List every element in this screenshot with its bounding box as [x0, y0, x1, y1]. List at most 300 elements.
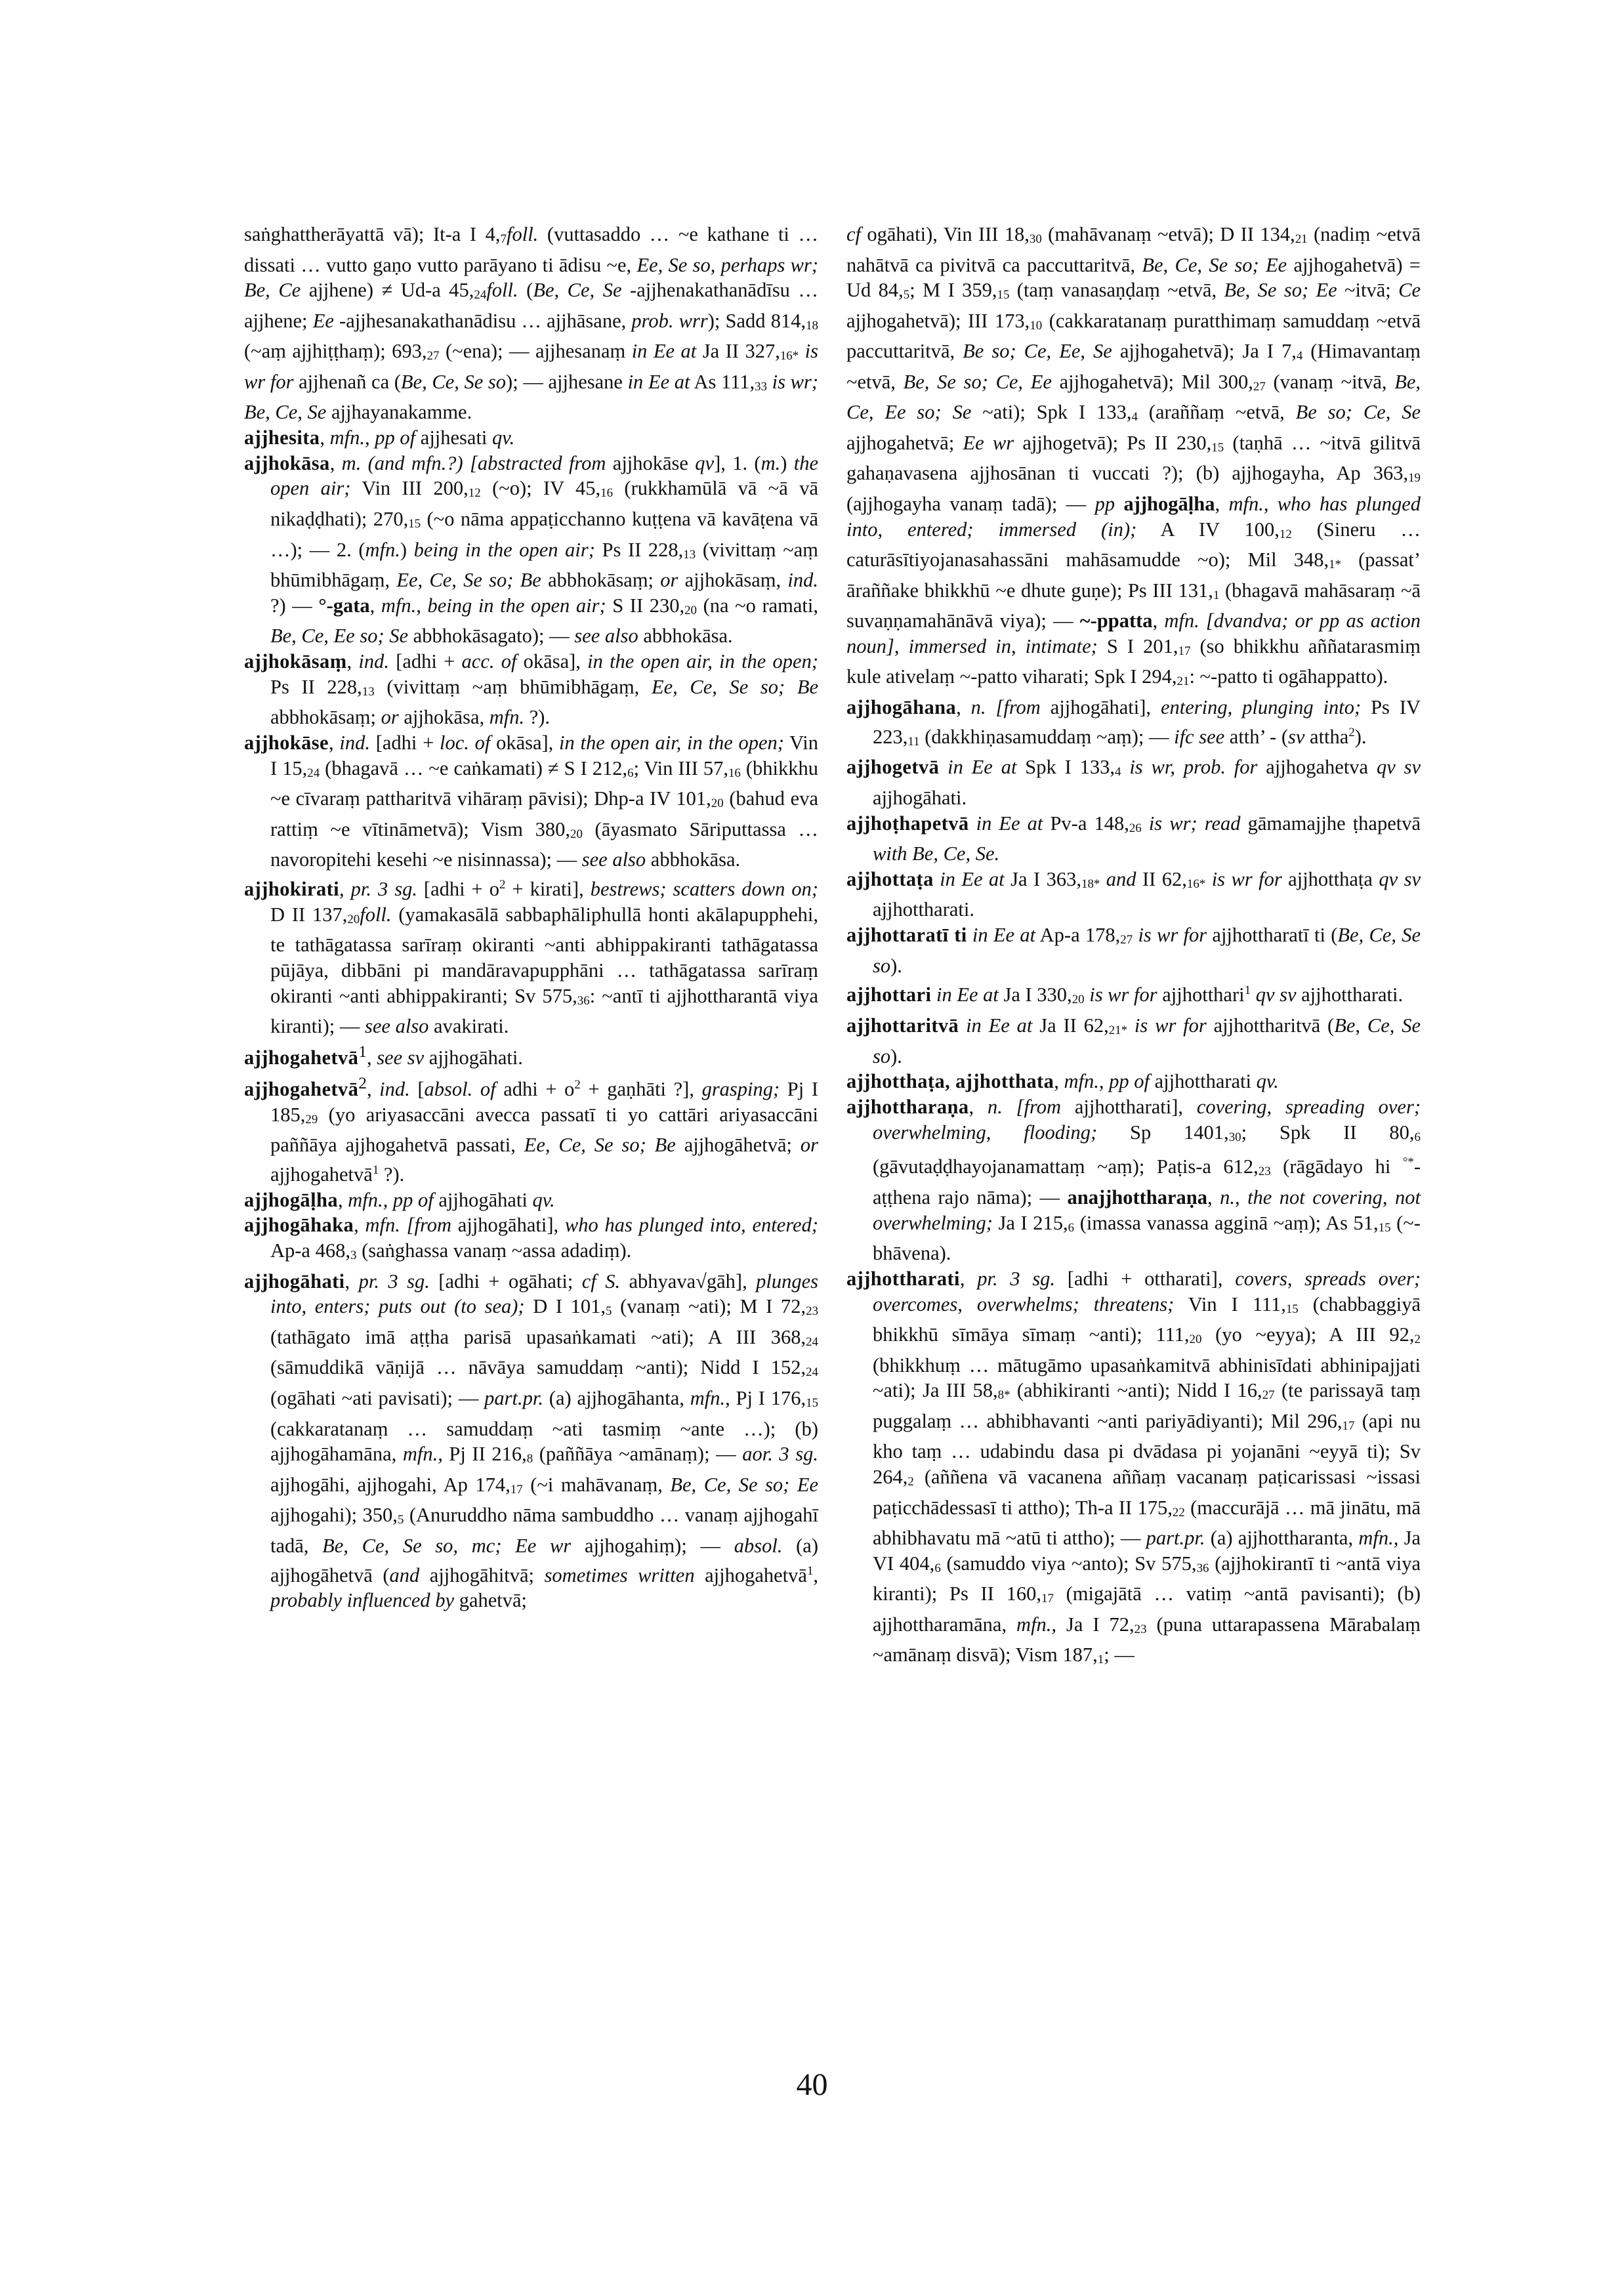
entry-headword: ajjhogahetvā: [244, 1046, 359, 1069]
entry-text: bestrews; scatters down on;: [590, 878, 819, 901]
entry-text: 4: [1131, 410, 1138, 424]
dictionary-entry-ajjhottarati-ti: [846, 922, 1421, 978]
entry-text: [967, 924, 972, 946]
entry-text: 30: [1228, 1130, 1241, 1144]
headword-homonym-number: 2: [358, 1073, 367, 1092]
entry-text: 24: [474, 288, 487, 302]
entry-text: 27: [1120, 932, 1133, 947]
entry-text: gahetvā;: [454, 1589, 528, 1612]
entry-text: ajjhogahetvā: [270, 1163, 373, 1186]
entry-text: Spk I 133,: [1016, 756, 1115, 779]
entry-text: is wr for: [1133, 924, 1207, 947]
entry-text: abbhokāsa.: [646, 848, 741, 871]
entry-text: (araññaṃ ~etvā,: [1137, 401, 1296, 424]
dictionary-entry-ajjhogetva: [846, 755, 1421, 810]
entry-text: 8: [526, 1452, 533, 1466]
entry-text: sometimes written: [544, 1563, 695, 1586]
entry-text: [adhi + ottharati],: [1055, 1267, 1236, 1290]
entry-text: mfn.,: [1358, 1527, 1399, 1550]
dictionary-entry-ajjhokirati: [244, 873, 818, 1039]
entry-text: ajjhogahetva: [1257, 756, 1377, 779]
entry-text: in Ee at: [627, 370, 690, 393]
entry-text: (Anuruddho nāma sambuddho … vanaṃ ajjhogahī tadā,: [270, 1504, 818, 1557]
entry-text: cf S.: [581, 1270, 621, 1292]
entry-text: covers, spreads over; overcomes, overwhelms; threatens;: [873, 1267, 1421, 1315]
entry-text: qv sv: [1379, 867, 1421, 890]
entry-text: + gaṇhāti ?],: [580, 1077, 702, 1100]
entry-text: ifc see: [1174, 725, 1225, 748]
entry-text: [adhi + o: [417, 878, 499, 901]
entry-text: (yo ariyasaccāni avecca passatī ti yo cattāri ariyasaccāni paññāya ajjhogahetvā passati,: [270, 1103, 818, 1157]
entry-text: attha: [1304, 725, 1349, 748]
entry-text: in Ee at: [940, 867, 1005, 890]
entry-text: mfn.,: [402, 1443, 443, 1466]
entry-text: qv.: [1256, 1070, 1279, 1093]
entry-text: (nadiṃ ~etvā nahātvā ca pivitvā ca paccuttaritvā,: [846, 223, 1421, 276]
entry-text: part.pr.: [1146, 1527, 1205, 1550]
entry-text: 24: [806, 1334, 818, 1349]
entry-text: (so bhikkhu aññatarasmiṃ kule ativelaṃ ~-patto viharati; Spk I 294,: [846, 634, 1421, 688]
entry-text: (bahud eva rattiṃ ~e vītināmetvā); Vism 380,: [270, 787, 818, 840]
entry-text: 23: [806, 1304, 819, 1319]
entry-headword: ajjhokāse: [244, 731, 329, 754]
entry-headword: ajjhogāhana: [846, 696, 957, 719]
entry-text: Ee, Ce, Se so; Be: [651, 675, 818, 698]
entry-text: (ogāhati ~ati pavisati); —: [270, 1387, 485, 1410]
entry-text: Vin I 111,: [1174, 1292, 1286, 1315]
entry-text: 17: [510, 1482, 523, 1497]
entry-text: ,: [354, 1214, 365, 1237]
entry-text: ajjhogahiṃ); —: [571, 1534, 734, 1557]
entry-text: ajjhogāhitvā;: [419, 1563, 545, 1586]
entry-text: Ap-a 468,: [270, 1239, 350, 1262]
dictionary-entry-ajjhottata: [846, 867, 1421, 922]
entry-text: ajjhogahetvā: [694, 1563, 807, 1586]
entry-text: ).: [890, 1044, 902, 1067]
entry-text: 18: [806, 318, 818, 333]
entry-text: adhi + o: [495, 1077, 575, 1100]
entry-text: ajjhottharati.: [1296, 983, 1404, 1006]
entry-text: (a) ajjhottharanta,: [1205, 1527, 1359, 1550]
headword-homonym-number: 1: [358, 1042, 367, 1061]
entry-text: ~-ppatta: [1079, 610, 1153, 632]
entry-text: entering, plunging into;: [1160, 696, 1362, 719]
entry-text: ogāhati), Vin III 18,: [861, 223, 1030, 245]
entry-text: ajjhogetvā); Ps II 230,: [1014, 431, 1212, 454]
entry-text: 2: [499, 877, 506, 892]
entry-text: (passat’ āraññake bhikkhū ~e dhute guṇe); Ps III 131,: [846, 548, 1421, 602]
entry-text: the open air;: [270, 451, 818, 500]
entry-text: ,: [320, 426, 330, 449]
entry-text: 12: [468, 486, 481, 501]
entry-text: S I 201,: [1097, 634, 1178, 657]
entry-text: 17: [1342, 1418, 1355, 1433]
entry-text: (te parissayā taṃ puggalaṃ … abhibhavanti ~anti pariyādiyanti); Mil 296,: [873, 1379, 1421, 1432]
entry-text: Ee, Ce, Se so; Be: [524, 1134, 676, 1157]
entry-text: Ja I 215,: [992, 1211, 1068, 1234]
entry-text: abhyava√gāh],: [620, 1270, 757, 1292]
entry-text: mfn., who has plunged into, entered; immersed (in);: [846, 492, 1421, 541]
entry-text: (migajātā … vatiṃ ~antā pavisanti); (b) ajjhottharamāna,: [873, 1582, 1421, 1636]
entry-text: 2: [1348, 725, 1355, 739]
entry-text: ,: [337, 1188, 348, 1211]
entry-text: is wr, prob. for: [1121, 756, 1258, 779]
entry-text: (paññāya ~amānaṃ); —: [533, 1443, 743, 1466]
entry-text: 2: [1414, 1332, 1421, 1346]
entry-text: ,: [1152, 610, 1165, 632]
entry-text: ajjhogahetvā); III 173,: [846, 309, 1030, 332]
entry-text: pr. 3 sg.: [358, 1270, 430, 1292]
entry-text: [adhi + ogāhati;: [429, 1270, 582, 1292]
entry-text: covering, spreading over; overwhelming, flooding;: [873, 1095, 1421, 1144]
entry-text: ajjhottharatī ti (: [1207, 924, 1338, 947]
entry-text: ], 1. (: [714, 451, 761, 474]
entry-text: 23: [1258, 1165, 1271, 1179]
entry-text: ).: [1354, 725, 1367, 748]
entry-text: (cakkaratanaṃ puratthimaṃ samuddaṃ ~etvā paccuttaritvā,: [846, 309, 1421, 363]
entry-text: Ja I 330,: [998, 983, 1072, 1006]
entry-text: : ~antī ti ajjhottharantā viya kiranti); —: [270, 984, 818, 1038]
entry-text: mfn., being in the open air;: [381, 594, 606, 617]
entry-text: ajjhokāse: [606, 451, 696, 474]
entry-text: 13: [362, 684, 375, 699]
dictionary-entry-ajjhotthata: [846, 1069, 1421, 1094]
dictionary-entry-ajjhottari: [846, 978, 1421, 1013]
dictionary-entry-ajjhesita: [244, 425, 818, 451]
entry-text: ajjhotthaṭa: [1281, 867, 1379, 890]
entry-text: Ja I 363,: [1004, 867, 1081, 890]
entry-text: in the open air, in the open;: [559, 731, 784, 754]
entry-text: (ajjhogayha vanaṃ tadā); —: [846, 492, 1095, 515]
entry-text: (chabbaggiyā bhikkhū sīmāya sīmaṃ ~anti); 111,: [873, 1292, 1421, 1346]
entry-text: ); Sadd 814,: [707, 309, 806, 332]
entry-text: 18*: [1081, 877, 1100, 891]
entry-text: Ee, Ce, Se so; Be: [396, 569, 541, 592]
dictionary-entry-ajjhottharana: [846, 1094, 1421, 1266]
entry-text: (abhikiranti ~anti); Nidd I 16,: [1010, 1379, 1262, 1402]
entry-text: okāsa],: [516, 650, 588, 672]
entry-text: Ee wr: [963, 431, 1014, 454]
entry-headword: ajjhottaṭa: [846, 867, 934, 890]
entry-text: D II 137,: [270, 903, 348, 926]
entry-text: 4: [1296, 349, 1303, 363]
entry-text: Ap-a 178,: [1035, 924, 1121, 947]
dictionary-entry-cont-sanghatthera: [244, 222, 818, 425]
entry-text: (āyasmato Sāriputtassa … navoropitehi kesehi ~e nisinnassa); —: [270, 817, 819, 871]
entry-text: see sv: [377, 1046, 425, 1069]
entry-text: foll.: [486, 279, 518, 302]
entry-headword: ajjhokirati: [244, 878, 340, 901]
entry-text: 27: [1262, 1388, 1275, 1403]
entry-headword: ajjhogāhaka: [244, 1214, 354, 1237]
entry-text: 33: [755, 379, 767, 394]
entry-text: with Be, Ce, Se.: [873, 842, 1000, 865]
entry-text: foll.: [507, 223, 539, 245]
entry-text: Pj I 185,: [270, 1077, 818, 1126]
dictionary-entry-cont-ajjhogahati: [846, 222, 1421, 695]
entry-text: 27: [427, 349, 440, 363]
entry-text: loc. of: [440, 731, 491, 754]
entry-text: 1: [1213, 588, 1220, 602]
entry-text: 36: [577, 993, 590, 1008]
entry-text: pp: [1094, 492, 1115, 515]
entry-text: Pv-a 148,: [1043, 812, 1129, 835]
entry-text: 29: [305, 1112, 318, 1127]
entry-text: ); — ajjhesane: [506, 370, 628, 393]
dictionary-entry-ajjhogahaka: [244, 1212, 818, 1268]
entry-text: Be, Ce, Se so; Ee: [670, 1473, 818, 1496]
entry-text: 6: [934, 1561, 941, 1575]
entry-headword: ajjhogāhati: [244, 1270, 345, 1292]
entry-text: Pj I 176,: [730, 1387, 806, 1410]
entry-text: Be so; Ce, Ee, Se: [963, 340, 1112, 363]
entry-text: 21: [1295, 232, 1308, 246]
entry-text: 1: [806, 1563, 814, 1578]
entry-text: n. [from: [987, 1095, 1062, 1118]
entry-text: abbhokāsa.: [638, 625, 733, 648]
entry-text: 21*: [1108, 1023, 1128, 1037]
entry-text: (sāmuddikā vāṇijā … nāvāya samuddaṃ ~anti); Nidd I 152,: [270, 1356, 806, 1379]
entry-text: ajjhayanakamme.: [326, 401, 472, 424]
entry-text: °*: [1402, 1155, 1414, 1170]
entry-text: part.pr.: [484, 1387, 543, 1410]
entry-text: ind.: [339, 731, 370, 754]
entry-text: (bhagavā mahāsaraṃ ~ā suvaṇṇamahānāvā viya); —: [846, 579, 1421, 632]
entry-text: mfn.: [489, 706, 525, 729]
dictionary-entry-ajjhokasam: [244, 649, 818, 730]
entry-text: Be, Ce, Se: [533, 279, 622, 302]
entry-text: As 111,: [690, 370, 755, 393]
entry-text: 16*: [1186, 877, 1206, 891]
entry-text: 20: [1189, 1332, 1202, 1346]
entry-text: aor. 3 sg.: [742, 1443, 819, 1466]
entry-text: ,: [1054, 1070, 1064, 1093]
dictionary-entry-ajjhogahati: [244, 1269, 818, 1613]
entry-text: abbhokāsaṃ;: [270, 706, 381, 729]
entry-text: and: [389, 1563, 420, 1586]
left-column: [244, 222, 818, 1613]
entry-text: ?) —: [270, 594, 319, 617]
entry-text: mfn.: [365, 538, 400, 561]
entry-text: 8*: [997, 1388, 1010, 1403]
entry-text: 15: [806, 1396, 818, 1410]
entry-text: qv sv: [1251, 983, 1297, 1006]
entry-text: Be, Ce, Se so, mc; Ee wr: [322, 1534, 572, 1557]
entry-text: ,: [959, 1267, 978, 1290]
entry-headword: ajjhottharaṇa: [846, 1095, 969, 1118]
entry-text: 15: [1211, 440, 1224, 455]
entry-text: (tathāgato imā aṭṭha parisā upasaṅkamati ~ati); A III 368,: [270, 1325, 806, 1348]
entry-text: Ps II 228,: [594, 538, 684, 561]
entry-text: in Ee at: [631, 340, 697, 363]
entry-text: atth’ - (: [1224, 725, 1288, 748]
entry-headword: ajjhogetvā: [846, 756, 940, 779]
entry-text: 21: [1176, 674, 1190, 689]
entry-text: (dakkhiṇasamuddaṃ ~aṃ); —: [919, 725, 1175, 748]
entry-text: 6: [1414, 1130, 1421, 1144]
entry-text: (taṃ vanasaṇḍaṃ ~etvā,: [1009, 279, 1224, 302]
entry-text: (na ~o ramati,: [696, 594, 818, 617]
entry-text: Be, Se so; Ee: [1224, 279, 1337, 302]
entry-text: see also: [574, 625, 638, 648]
entry-text: ajjhogahetvā) = Ud 84,: [846, 253, 1421, 302]
entry-text: (vivittaṃ ~aṃ bhūmibhāgaṃ,: [270, 538, 819, 592]
entry-text: 11: [907, 734, 920, 749]
entry-text: sv: [1287, 725, 1305, 748]
entry-text: is wr for: [1205, 867, 1282, 890]
entry-text: mfn., pp of: [329, 426, 416, 449]
entry-text: (vanaṃ ~ati); M I 72,: [612, 1295, 806, 1318]
entry-text: (mahāvanaṃ ~etvā); D II 134,: [1041, 223, 1295, 245]
entry-text: ajjhotthari: [1157, 983, 1245, 1006]
entry-text: Be, Ce, Se so: [873, 924, 1421, 977]
right-column: [846, 222, 1421, 1673]
entry-headword: ajjhokāsaṃ: [244, 650, 347, 672]
entry-text: (~i mahāvanaṃ,: [522, 1473, 671, 1496]
entry-text: (bhikkhu ~e cīvaraṃ pattharitvā vihāraṃ pāvisi); Dhp-a IV 101,: [270, 756, 818, 810]
entry-text: (~aṃ ajjhiṭṭhaṃ); 693,: [244, 340, 427, 363]
entry-text: abbhokāsagato); —: [408, 625, 575, 648]
entry-text: [: [409, 1077, 425, 1100]
entry-text: in Ee at: [976, 812, 1043, 835]
entry-text: 24: [806, 1365, 818, 1380]
dictionary-entry-ajjhogahetva1: [244, 1039, 818, 1071]
entry-text: prob. wrr: [631, 309, 708, 332]
entry-text: ,: [329, 451, 342, 474]
entry-text: 1: [372, 1163, 379, 1177]
entry-text: ind.: [379, 1077, 410, 1100]
entry-text: 20: [684, 603, 697, 617]
entry-text: mfn. [dvandva; or pp as action noun], immersed in, intimate;: [846, 610, 1421, 657]
entry-text: 30: [1029, 232, 1042, 246]
dictionary-entry-ajjhottharati: [846, 1266, 1421, 1673]
entry-text: Pj II 216,: [442, 1443, 527, 1466]
entry-headword: ajjhotthaṭa, ajjhotthata: [846, 1070, 1054, 1093]
entry-text: m.: [760, 451, 781, 474]
entry-headword: ajjhesita: [244, 426, 320, 449]
entry-text: qv.: [492, 426, 515, 449]
entry-text: or: [800, 1134, 819, 1157]
entry-text: : ~-patto ti ogāhappatto).: [1189, 665, 1388, 688]
entry-text: 22: [1172, 1505, 1185, 1520]
entry-text: ).: [890, 954, 902, 977]
entry-text: mfn.,: [690, 1387, 730, 1410]
entry-text: 17: [1178, 644, 1191, 658]
entry-text: 20: [570, 827, 583, 841]
entry-text: n., the not covering, not overwhelming;: [873, 1186, 1421, 1234]
entry-text: in the open air, in the open;: [587, 650, 819, 672]
dictionary-entry-ajjhokasa: [244, 451, 818, 649]
entry-text: ajjhogāḷha: [1115, 492, 1215, 515]
entry-text: ,: [344, 1270, 359, 1292]
entry-text: absol.: [734, 1534, 783, 1557]
entry-text: Sp 1401,: [1097, 1121, 1229, 1144]
entry-text: is wr; read: [1141, 812, 1241, 835]
dictionary-entry-ajjhogalha: [244, 1188, 818, 1213]
entry-text: and: [1100, 867, 1136, 890]
entry-text: (gāvutaḍḍhayojanamattaṃ ~aṃ); Paṭis-a 612,: [873, 1155, 1259, 1178]
entry-text: ,: [366, 1046, 377, 1069]
entry-text: 7: [500, 232, 507, 246]
entry-text: 23: [1134, 1622, 1147, 1636]
entry-text: (yamakasālā sabbaphāliphullā honti akālapupphehi, te tathāgatassa sarīraṃ okiranti ~anti abhippakiranti tathāgatassa pūjāya, dibbāni pi mandāravapupphāni … tathāgatassa sarīraṃ okiranti ~anti abhippakiranti; Sv 575,: [270, 903, 818, 1007]
entry-text: + kirati],: [505, 878, 591, 901]
entry-text: probably influenced by: [270, 1589, 455, 1612]
entry-text: is wr; Be, Ce, Se: [244, 370, 818, 424]
entry-text: qv.: [532, 1188, 555, 1211]
entry-text: (yo ~eyya); A III 92,: [1201, 1323, 1415, 1346]
entry-text: (ajjhokirantī ti ~antā viya kiranti); Ps II 160,: [873, 1552, 1421, 1605]
entry-text: ,: [956, 696, 971, 719]
entry-text: ajjhogāhi, ajjhogahi, Ap 174,: [270, 1473, 510, 1496]
entry-text: ,: [329, 731, 340, 754]
entry-text: 10: [1030, 318, 1043, 333]
entry-text: 15: [1285, 1302, 1299, 1316]
entry-text: 5: [606, 1304, 612, 1319]
entry-text: ajjhene) ≠ Ud-a 45,: [301, 279, 474, 302]
entry-text: ajjhenañ ca (: [293, 370, 401, 393]
entry-text: (Sineru … caturāsītiyojanasahassāni mahāsamudde ~o); Mil 348,: [846, 518, 1421, 571]
entry-text: 20: [1072, 993, 1085, 1007]
entry-text: (a) ajjhogāhetvā (: [270, 1534, 818, 1586]
entry-text: (rukkhamūlā vā ~ā vā nikaḍḍhati); 270,: [270, 477, 818, 530]
dictionary-entry-ajjhogahana: [846, 695, 1421, 755]
entry-text: [adhi +: [369, 731, 440, 754]
entry-text: [adhi +: [388, 650, 462, 672]
entry-text: (taṇhā … ~itvā gilitvā gahaṇavasena ajjhosānan ti vuccati ?); (b) ajjhogayha, Ap 363,: [846, 431, 1421, 485]
entry-text: D I 101,: [524, 1295, 606, 1318]
entry-text: ajjhogahetvā;: [846, 431, 963, 454]
entry-text: ajjhogāhati.: [424, 1046, 523, 1069]
entry-text: 16: [600, 486, 614, 501]
entry-text: grasping;: [701, 1077, 780, 1100]
entry-text: who has plunged into, entered;: [564, 1214, 819, 1237]
entry-text: ajjhokāsaṃ,: [678, 569, 788, 592]
entry-headword: ajjhogāḷha: [244, 1188, 338, 1211]
entry-text: being in the open air;: [413, 538, 595, 561]
dictionary-entry-ajjhothapetva: [846, 811, 1421, 867]
entry-text: ): [780, 451, 794, 474]
entry-text: in Ee at: [936, 983, 999, 1006]
entry-text: 5: [397, 1513, 404, 1527]
entry-text: [959, 1014, 966, 1037]
entry-text: (bhikkhuṃ … mātugāmo upasaṅkamitvā abhinisīdati abhinipajjati ~ati); Ja III 58,: [873, 1354, 1421, 1402]
entry-text: 16: [728, 766, 741, 780]
entry-text: (Himavantaṃ ~etvā,: [846, 340, 1421, 393]
entry-text: (rāgādayo hi: [1270, 1155, 1403, 1178]
entry-text: ,: [339, 878, 351, 901]
entry-text: mfn. [from: [365, 1214, 452, 1237]
entry-text: Ee, Se so, perhaps wr; Be, Ce: [244, 253, 818, 302]
entry-text: Be so; Ce, Se: [1295, 401, 1421, 424]
entry-text: ind.: [787, 569, 818, 592]
entry-text: 19: [1408, 471, 1421, 486]
entry-text: Be, Ce, Ee so; Se: [846, 370, 1421, 424]
entry-text: okāsa],: [490, 731, 560, 754]
entry-text: 6: [1068, 1220, 1075, 1235]
entry-text: ,: [369, 594, 381, 617]
entry-headword: ajjhottari: [846, 983, 932, 1006]
entry-text: A IV 100,: [1136, 518, 1280, 541]
entry-text: qv: [695, 451, 715, 474]
entry-text: (maccurājā … mā jinātu, mā abhibhavatu mā ~atū ti attho); —: [873, 1496, 1421, 1550]
entry-text: gāmamajjhe ṭhapetvā: [1240, 812, 1421, 835]
entry-text: -aṭṭhena rajo nāma); —: [873, 1155, 1421, 1209]
entry-text: ajjhogahetvā); Mil 300,: [1051, 370, 1253, 393]
entry-text: is wr for: [1127, 1014, 1207, 1037]
entry-headword: ajjhottharati: [846, 1267, 960, 1290]
dictionary-entry-ajjhogahetva2: [244, 1071, 818, 1188]
